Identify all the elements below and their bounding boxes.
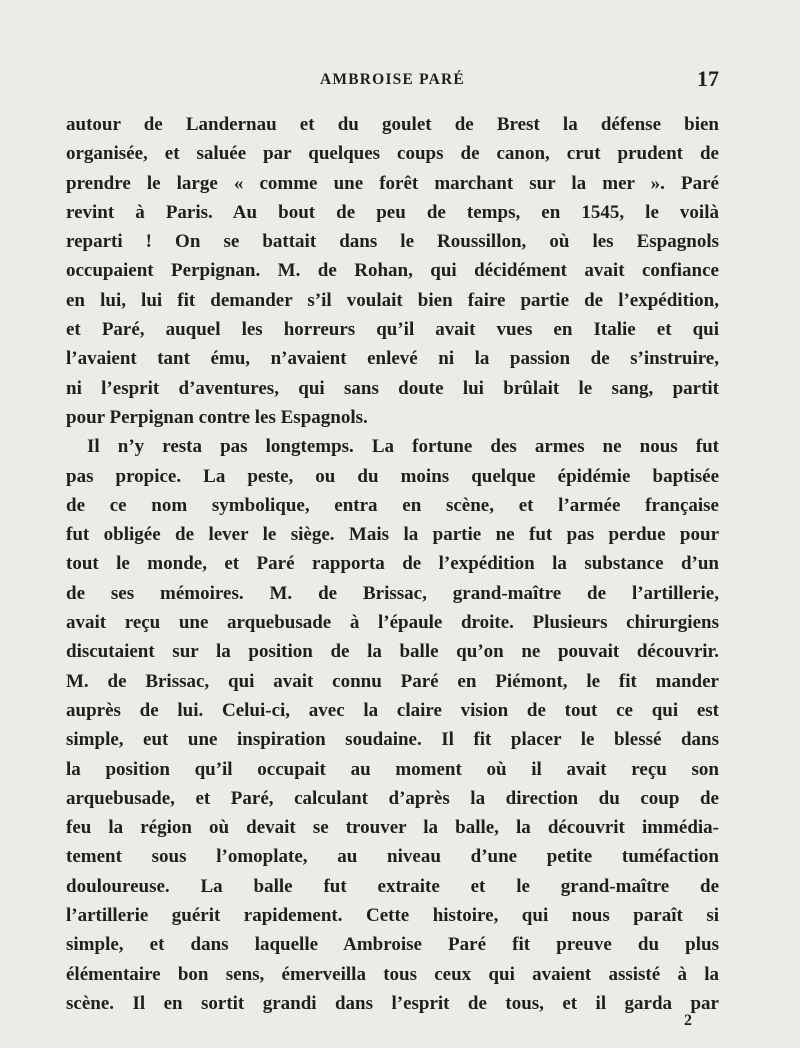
text-line: l’avaient tant ému, n’avaient enlevé ni la passion de s’instruire, xyxy=(66,348,719,370)
running-header xyxy=(66,66,719,94)
text-line: simple, eut une inspiration soudaine. Il fit placer le blessé dans xyxy=(66,729,719,751)
text-line: avait reçu une arquebusade à l’épaule droite. Plusieurs chirurgiens xyxy=(66,612,719,634)
text-line: reparti ! On se battait dans le Roussillon, où les Espagnols xyxy=(66,231,719,253)
text-line: et Paré, auquel les horreurs qu’il avait vues en Italie et qui xyxy=(66,319,719,341)
text-line: fut obligée de lever le siège. Mais la partie ne fut pas perdue pour xyxy=(66,524,719,546)
text-line: élémentaire bon sens, émerveilla tous ceux qui avaient assisté à la xyxy=(66,963,719,985)
text-line: pour Perpignan contre les Espagnols. xyxy=(66,406,368,428)
signature-mark: 2 xyxy=(684,1012,692,1029)
text-line: revint à Paris. Au bout de peu de temps, en 1545, le voilà xyxy=(66,201,719,223)
paragraph xyxy=(66,110,719,432)
text-line: en lui, lui fit demander s’il voulait bien faire partie de l’expédition, xyxy=(66,289,719,311)
text-line: la position qu’il occupait au moment où il avait reçu son xyxy=(66,758,719,780)
text-line: arquebusade, et Paré, calculant d’après la direction du coup de xyxy=(66,787,719,809)
text-line: feu la région où devait se trouver la balle, la découvrit immédia- xyxy=(66,817,719,839)
text-line: pas propice. La peste, ou du moins quelque épidémie baptisée xyxy=(66,465,719,487)
text-line: occupaient Perpignan. M. de Rohan, qui décidément avait confiance xyxy=(66,260,719,282)
text-line: de ce nom symbolique, entra en scène, et l’armée française xyxy=(66,494,719,516)
text-line: tout le monde, et Paré rapporta de l’expédition la substance d’un xyxy=(66,553,719,575)
page-number: 17 xyxy=(697,66,719,91)
running-title: AMBROISE PARÉ xyxy=(320,71,465,88)
text-line: douloureuse. La balle fut extraite et le grand-maître de xyxy=(66,875,719,897)
body-text xyxy=(66,110,719,1018)
text-line: M. de Brissac, qui avait connu Paré en Piémont, le fit mander xyxy=(66,670,719,692)
text-line: l’artillerie guérit rapidement. Cette histoire, qui nous paraît si xyxy=(66,905,719,927)
text-line: organisée, et saluée par quelques coups de canon, crut prudent de xyxy=(66,143,719,165)
text-line: tement sous l’omoplate, au niveau d’une petite tuméfaction xyxy=(66,846,719,868)
text-line: scène. Il en sortit grandi dans l’esprit de tous, et il garda par xyxy=(66,992,719,1014)
text-line: auprès de lui. Celui-ci, avec la claire vision de tout ce qui est xyxy=(66,699,719,721)
text-line: autour de Landernau et du goulet de Brest la défense bien xyxy=(66,114,719,135)
text-line: simple, et dans laquelle Ambroise Paré fit preuve du plus xyxy=(66,934,719,956)
text-line: de ses mémoires. M. de Brissac, grand-maître de l’artillerie, xyxy=(66,582,719,604)
text-line: discutaient sur la position de la balle qu’on ne pouvait découvrir. xyxy=(66,641,719,663)
text-line: Il n’y resta pas longtemps. La fortune des armes ne nous fut xyxy=(87,436,719,458)
text-line: prendre le large « comme une forêt marchant sur la mer ». Paré xyxy=(66,172,719,194)
paragraph xyxy=(66,432,719,1018)
text-line: ni l’esprit d’aventures, qui sans doute lui brûlait le sang, partit xyxy=(66,377,719,399)
